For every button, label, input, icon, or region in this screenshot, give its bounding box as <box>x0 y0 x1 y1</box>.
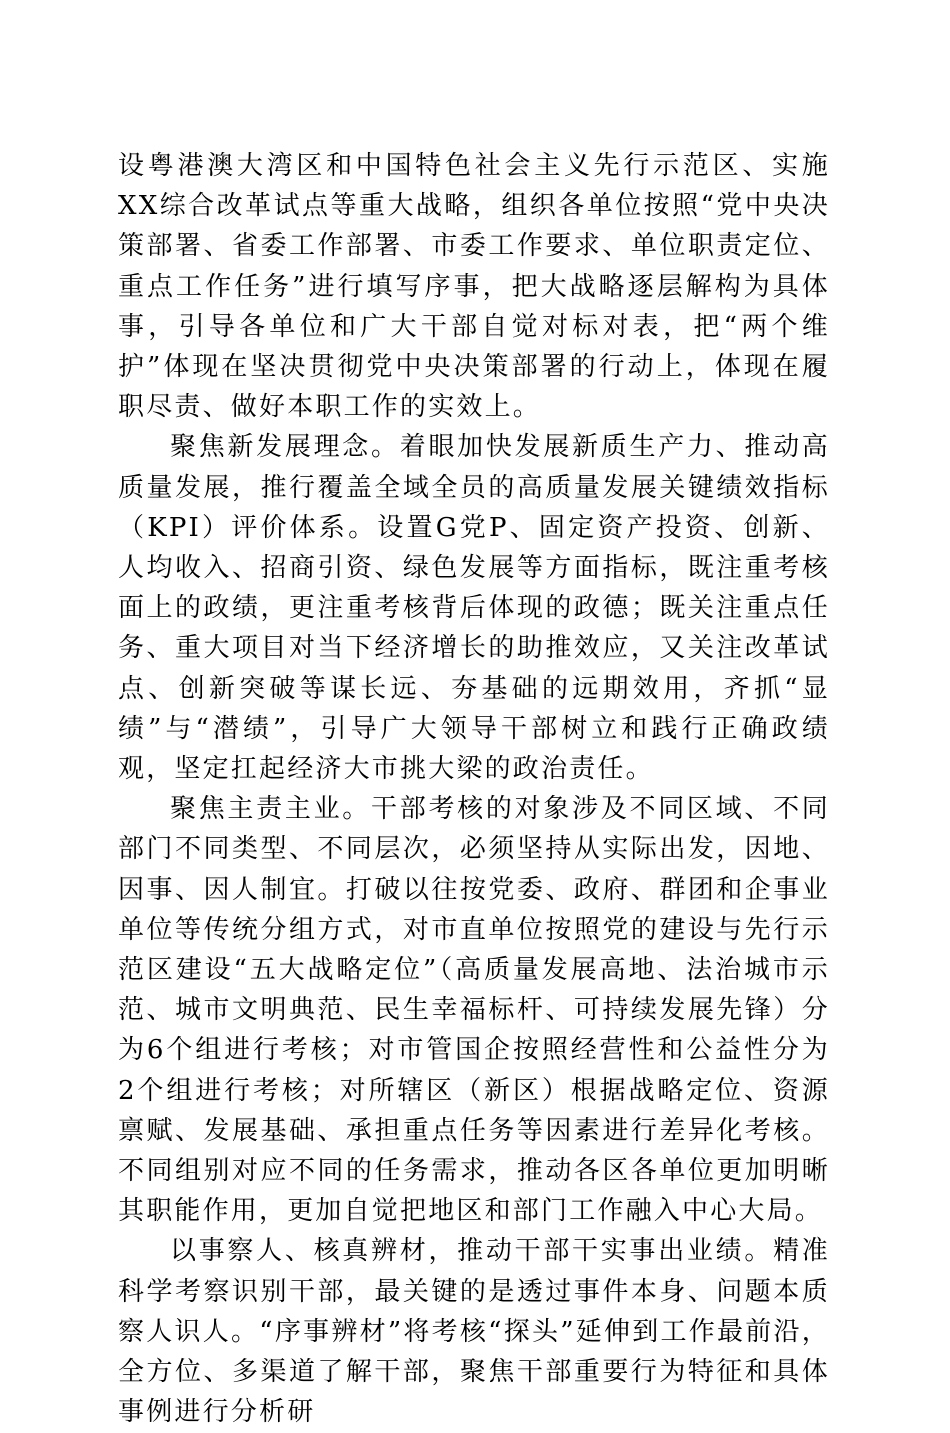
document-body <box>118 146 830 1433</box>
paragraph-new-development-concept: 聚焦新发展理念。着眼加快发展新质生产力、推动高质量发展，推行覆盖全域全员的高质量发展关键绩效指标（KPI）评价体系。设置G党P、固定资产投资、创新、人均收入、招商引资、绿色发展等方面指标，既注重考核面上的政绩，更注重考核背后体现的政德；既关注重点任务、重大项目对当下经济增长的助推效应，又关注改革试点、创新突破等谋长远、夯基础的远期效用，齐抓“显绩”与“潜绩”，引导广大领导干部树立和践行正确政绩观，坚定扛起经济大市挑大梁的政治责任。 <box>118 432 830 785</box>
paragraph-judge-by-deeds: 以事察人、核真辨材，推动干部干实事出业绩。精准科学考察识别干部，最关键的是透过事件本身、问题本质察人识人。“序事辨材”将考核“探头”延伸到工作最前沿，全方位、多渠道了解干部，聚焦干部重要行为特征和具体事例进行分析研 <box>118 1236 830 1428</box>
paragraph-continuation: 设粤港澳大湾区和中国特色社会主义先行示范区、实施XX综合改革试点等重大战略，组织各单位按照“党中央决策部署、省委工作部署、市委工作要求、单位职责定位、重点工作任务”进行填写序事，把大战略逐层解构为具体事，引导各单位和广大干部自觉对标对表，把“两个维护”体现在坚决贯彻党中央决策部署的行动上，体现在履职尽责、做好本职工作的实效上。 <box>118 151 830 423</box>
paragraph-main-responsibilities: 聚焦主责主业。干部考核的对象涉及不同区域、不同部门不同类型、不同层次，必须坚持从实际出发，因地、因事、因人制宜。打破以往按党委、政府、群团和企事业单位等传统分组方式，对市直单位按照党的建设与先行示范区建设“五大战略定位”（高质量发展高地、法治城市示范、城市文明典范、民生幸福标杆、可持续发展先锋）分为6个组进行考核；对市管国企按照经营性和公益性分为2个组进行考核；对所辖区（新区）根据战略定位、资源禀赋、发展基础、承担重点任务等因素进行差异化考核。不同组别对应不同的任务需求，推动各区各单位更加明晰其职能作用，更加自觉把地区和部门工作融入中心大局。 <box>118 794 830 1227</box>
